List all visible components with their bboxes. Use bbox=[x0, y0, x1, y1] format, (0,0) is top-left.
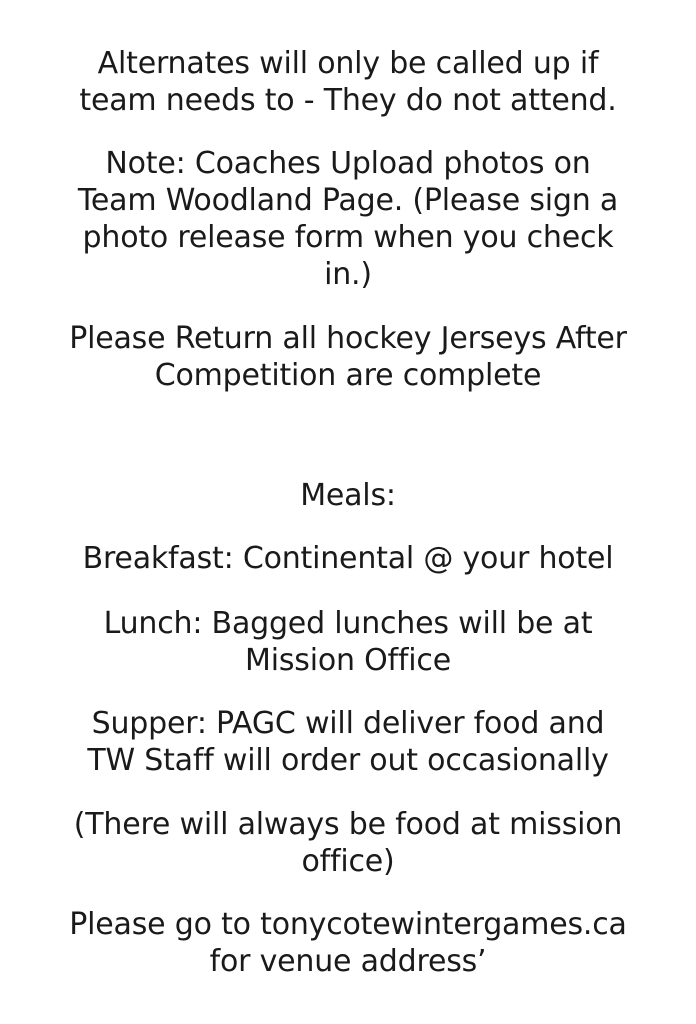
venue-address-note: Please go to tonycotewintergames.ca for venue address’ bbox=[69, 907, 627, 979]
food-availability-note: (There will always be food at mission office) bbox=[73, 807, 623, 879]
alternates-note: Alternates will only be called up if team needs to - They do not attend. bbox=[79, 46, 617, 118]
photo-upload-note: Note: Coaches Upload photos on Team Woodland Page. (Please sign a photo release form when you check in.) bbox=[77, 146, 619, 292]
jersey-return-note: Please Return all hockey Jerseys After Competition are complete bbox=[69, 321, 627, 393]
meals-heading: Meals: bbox=[300, 478, 396, 513]
supper-info: Supper: PAGC will deliver food and TW Staff will order out occasionally bbox=[87, 706, 609, 778]
lunch-info: Lunch: Bagged lunches will be at Mission Office bbox=[103, 606, 593, 678]
breakfast-info: Breakfast: Continental @ your hotel bbox=[82, 541, 614, 576]
